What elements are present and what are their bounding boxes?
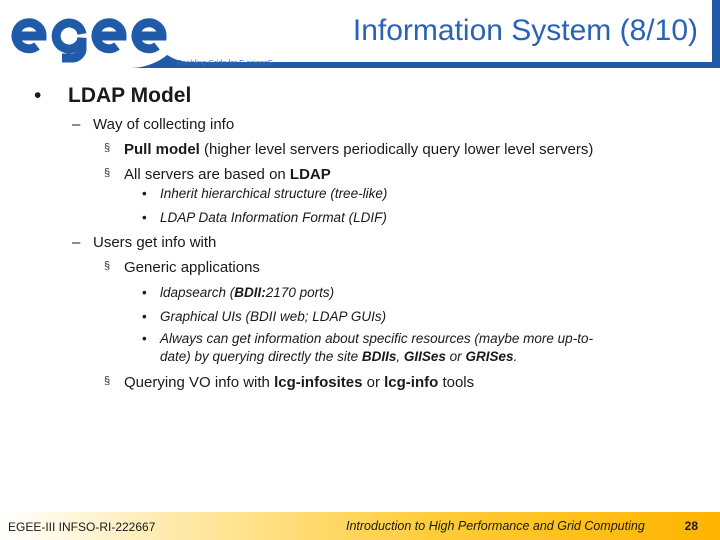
footer-course-title: Introduction to High Performance and Grid Computing bbox=[346, 519, 645, 533]
bullet-marker: • bbox=[142, 210, 147, 225]
bold-term: lcg-infosites bbox=[274, 374, 363, 391]
bullet-marker: – bbox=[72, 234, 81, 251]
bullet-text bbox=[160, 349, 517, 364]
text-run: tools bbox=[438, 374, 475, 391]
bold-term: LDAP bbox=[289, 166, 331, 183]
text-run: Inherit hierarchical structure (tree-like) bbox=[160, 186, 388, 201]
bold-term: GIISes bbox=[403, 349, 446, 364]
text-run: Querying VO info with bbox=[124, 374, 275, 391]
text-run: Users get info with bbox=[93, 234, 217, 251]
text-run: (higher level servers periodically query lower level servers) bbox=[199, 141, 594, 158]
text-run: Way of collecting info bbox=[93, 116, 235, 133]
bullet-text bbox=[160, 186, 387, 201]
text-run: 2170 ports) bbox=[265, 285, 335, 300]
bullet-text bbox=[124, 374, 474, 391]
footer-bar bbox=[0, 512, 720, 540]
bullet-marker: – bbox=[72, 116, 81, 133]
bullet-marker: § bbox=[104, 375, 111, 387]
text-run: Generic applications bbox=[124, 259, 260, 276]
bullet-text bbox=[124, 259, 260, 276]
text-run: or bbox=[445, 349, 466, 364]
text-run: LDAP Data Information Format (LDIF) bbox=[160, 210, 387, 225]
slide-title: Information System (8/10) bbox=[352, 14, 698, 47]
text-run: Graphical UIs (BDII web; LDAP GUIs) bbox=[160, 309, 387, 324]
bullet-text bbox=[160, 331, 593, 346]
bullet-marker: • bbox=[142, 331, 147, 346]
egee-logo bbox=[8, 4, 173, 66]
page-number: 28 bbox=[684, 519, 698, 533]
text-run: . bbox=[513, 349, 518, 364]
bullet-text bbox=[160, 210, 387, 225]
bold-term: BDII: bbox=[234, 285, 266, 300]
bullet-marker: § bbox=[104, 142, 111, 154]
tagline: Enabling Grids for E-sciencE bbox=[177, 58, 273, 67]
bold-term: lcg-info bbox=[384, 374, 439, 391]
text-run: All servers are based on bbox=[124, 166, 290, 183]
bullet-marker: • bbox=[142, 309, 147, 324]
bullet-text bbox=[124, 166, 331, 183]
bullet-marker: § bbox=[104, 260, 111, 272]
bullet-text bbox=[93, 234, 216, 251]
bullet-marker: § bbox=[104, 167, 111, 179]
text-run: Always can get information about specific resources (maybe more up-to- bbox=[160, 331, 593, 346]
bullet-text bbox=[124, 141, 593, 158]
text-run: , bbox=[396, 349, 404, 364]
bold-term: BDIIs bbox=[361, 349, 397, 364]
bullet-text bbox=[160, 309, 386, 324]
bold-term: GRISes bbox=[465, 349, 514, 364]
bullet-marker: • bbox=[142, 285, 147, 300]
footer-project-id: EGEE-III INFSO-RI-222667 bbox=[8, 520, 156, 534]
text-run: ldapsearch ( bbox=[160, 285, 235, 300]
bullet-marker: • bbox=[34, 84, 42, 107]
bullet-marker: • bbox=[142, 186, 147, 201]
text-run: or bbox=[362, 374, 385, 391]
slide-heading: LDAP Model bbox=[68, 84, 192, 107]
bullet-text bbox=[160, 285, 334, 300]
bullet-text bbox=[93, 116, 234, 133]
text-run: date) by querying directly the site bbox=[160, 349, 362, 364]
bold-term: Pull model bbox=[124, 141, 200, 158]
